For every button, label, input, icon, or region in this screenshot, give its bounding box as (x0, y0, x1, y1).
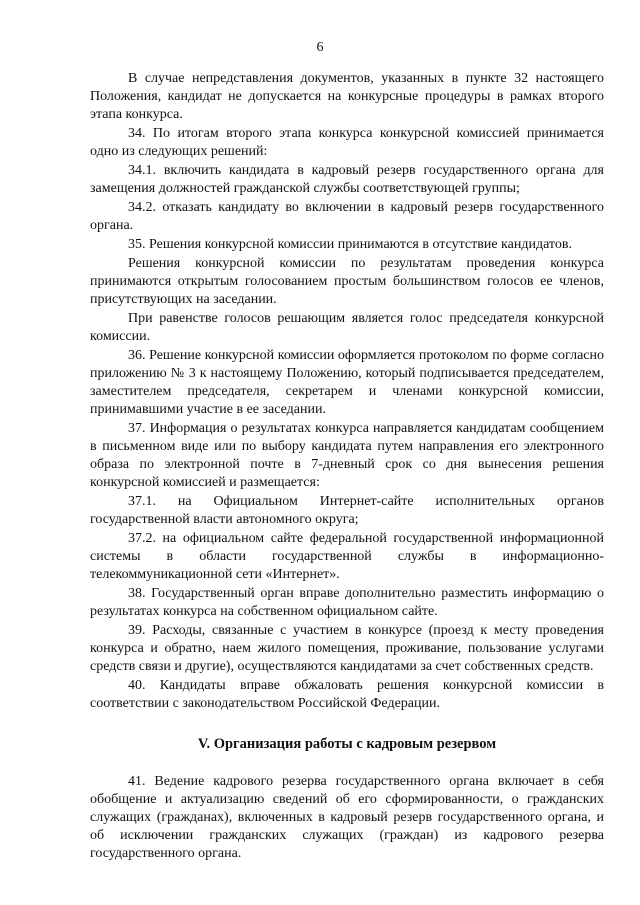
paragraph: В случае непредставления документов, указанных в пункте 32 настоящего Положения, кандидат не допускается на конкурсные процедуры в рамках второго этапа конкурса. (90, 71, 604, 122)
paragraph: При равенстве голосов решающим является голос председателя конкурсной комиссии. (90, 311, 604, 344)
paragraph: 37. Информация о результатах конкурса направляется кандидатам сообщением в письменном виде или по выбору кандидата путем направления его электронного образа по электронной почте в 7-дневный срок со дня вынесения решения конкурсной комиссией и размещается: (90, 421, 604, 490)
paragraph: 39. Расходы, связанные с участием в конкурсе (проезд к месту проведения конкурса и обратно, наем жилого помещения, проживание, пользование услугами средств связи и другие), осуществляются кандидатами за счет собственных средств. (90, 623, 604, 674)
paragraph: 34. По итогам второго этапа конкурса конкурсной комиссией принимается одно из следующих решений: (90, 126, 604, 159)
paragraph: Решения конкурсной комиссии по результатам проведения конкурса принимаются открытым голосованием простым большинством голосов ее членов, присутствующих на заседании. (90, 256, 604, 307)
paragraph: 34.2. отказать кандидату во включении в кадровый резерв государственного органа. (90, 200, 604, 233)
document-body (90, 70, 604, 864)
page-number: 6 (316, 40, 324, 55)
paragraph: 34.1. включить кандидата в кадровый резерв государственного органа для замещения должностей гражданской службы соответствующей группы; (90, 163, 604, 196)
paragraph: 38. Государственный орган вправе дополнительно разместить информацию о результатах конкурса на собственном официальном сайте. (90, 586, 604, 619)
paragraph: 41. Ведение кадрового резерва государственного органа включает в себя обобщение и актуализацию сведений об его сформированности, о гражданских служащих (гражданах), включенных в кадровый резерв государственного органа, и об исключении гражданских служащих (граждан) из кадрового резерва государственного органа. (90, 774, 604, 861)
paragraph: 35. Решения конкурсной комиссии принимаются в отсутствие кандидатов. (128, 237, 572, 252)
section-heading: V. Организация работы с кадровым резервом (197, 736, 497, 752)
paragraph: 37.2. на официальном сайте федеральной государственной информационной системы в области государственной службы в информационно-телекоммуникационной сети «Интернет». (90, 531, 604, 582)
paragraph: 40. Кандидаты вправе обжаловать решения конкурсной комиссии в соответствии с законодательством Российской Федерации. (90, 678, 604, 711)
paragraph: 37.1. на Официальном Интернет-сайте исполнительных органов государственной власти автономного округа; (90, 494, 604, 527)
paragraph: 36. Решение конкурсной комиссии оформляется протоколом по форме согласно приложению № 3 к настоящему Положению, который подписывается председателем, заместителем председателя, секретарем и членами конкурсной комиссии, принимавшими участие в ее заседании. (90, 348, 604, 417)
